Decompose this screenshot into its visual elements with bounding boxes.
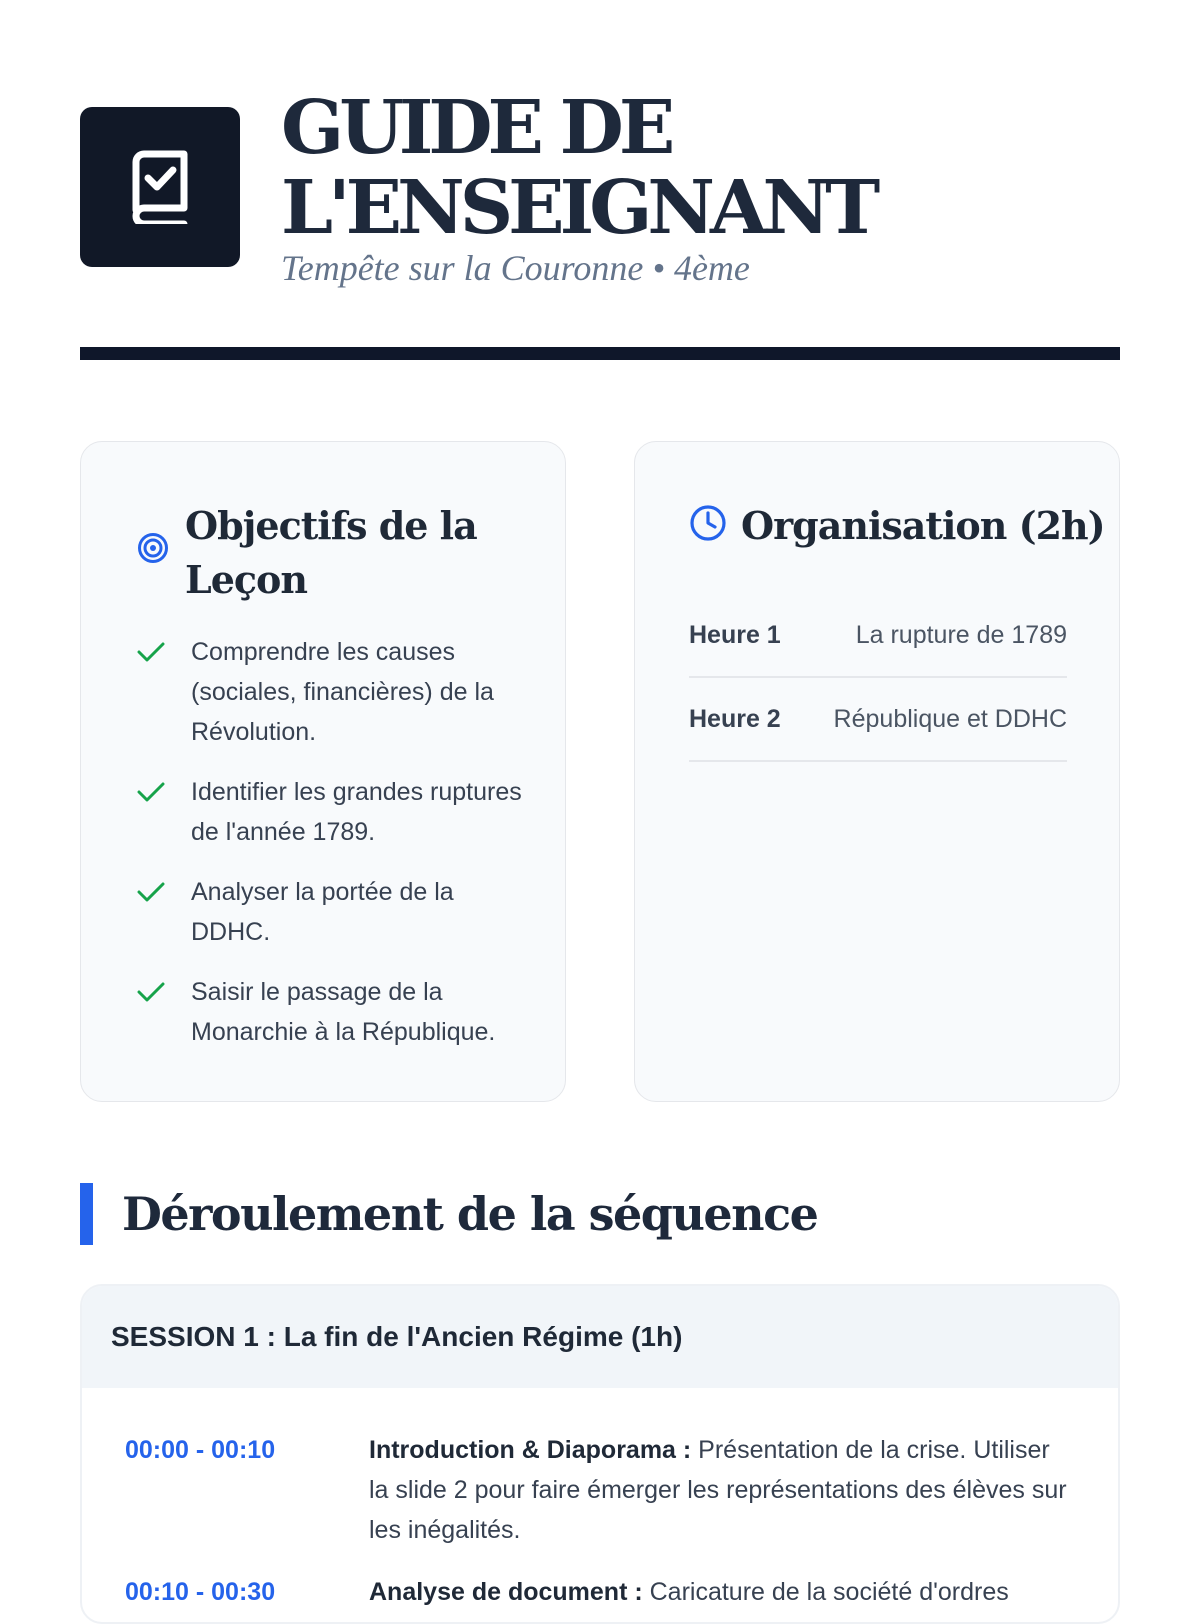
section-accent-bar	[80, 1183, 93, 1245]
page-header	[80, 85, 1120, 288]
hour-label: Heure 2	[689, 704, 781, 733]
sequence-heading: Déroulement de la séquence	[122, 1187, 818, 1241]
session-card	[80, 1284, 1120, 1624]
page-title-line-1: GUIDE DE	[281, 85, 671, 171]
table-row	[689, 594, 1067, 678]
objectives-list	[137, 632, 527, 1072]
objective-text: Identifier les grandes ruptures de l'année 1789.	[191, 778, 522, 846]
title-block	[281, 85, 876, 288]
step-description	[369, 1572, 1075, 1612]
organisation-table	[689, 594, 1067, 762]
objective-text: Analyser la portée de la DDHC.	[191, 878, 454, 946]
objectives-card	[80, 441, 566, 1102]
book-check-icon	[128, 150, 192, 224]
clock-icon	[689, 504, 727, 542]
target-icon	[137, 532, 169, 564]
check-icon	[137, 642, 165, 662]
session-title: SESSION 1 : La fin de l'Ancien Régime (1h)	[82, 1286, 1118, 1388]
header-divider	[80, 347, 1120, 360]
step-time: 00:00 - 00:10	[125, 1436, 276, 1464]
page-subtitle: Tempête sur la Couronne • 4ème	[281, 248, 750, 288]
check-icon	[137, 882, 165, 902]
list-item	[137, 632, 527, 752]
hour-topic: République et DDHC	[833, 704, 1067, 733]
step-description	[369, 1430, 1075, 1550]
page-title-line-2: L'ENSEIGNANT	[281, 165, 876, 251]
hour-topic: La rupture de 1789	[855, 620, 1067, 649]
sequence-section-title	[80, 1183, 817, 1245]
step-title: Introduction & Diaporama :	[369, 1436, 692, 1464]
list-item	[137, 872, 527, 952]
step-time: 00:10 - 00:30	[125, 1578, 276, 1606]
check-icon	[137, 982, 165, 1002]
step-text: Caricature de la société d'ordres	[642, 1578, 1009, 1606]
check-icon	[137, 782, 165, 802]
organisation-heading: Organisation (2h)	[741, 503, 1105, 548]
list-item	[137, 772, 527, 852]
logo-badge	[80, 107, 240, 267]
step-title: Analyse de document :	[369, 1578, 643, 1606]
objective-text: Saisir le passage de la Monarchie à la République.	[191, 978, 496, 1046]
organisation-card	[634, 441, 1120, 1102]
list-item	[137, 972, 527, 1052]
objectives-heading: Objectifs de la Leçon	[185, 503, 477, 602]
objective-text: Comprendre les causes (sociales, financières) de la Révolution.	[191, 638, 494, 746]
table-row	[689, 678, 1067, 762]
step-text: Présentation de la crise. Utiliser la slide 2 pour faire émerger les représentations des élèves sur les inégalités.	[369, 1436, 1067, 1544]
hour-label: Heure 1	[689, 620, 781, 649]
